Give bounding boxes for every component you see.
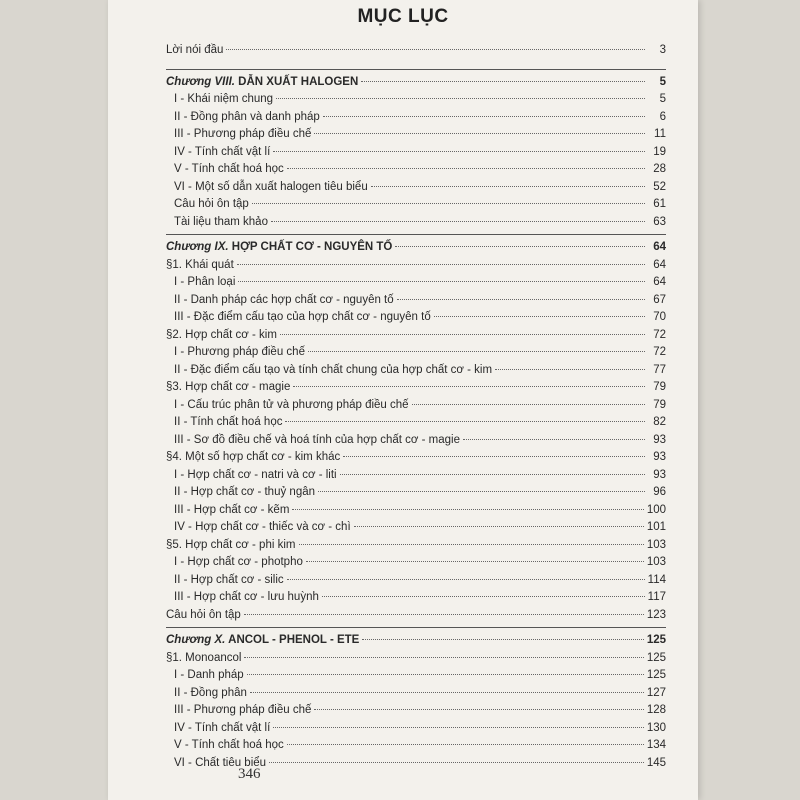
dot-leader [226, 49, 645, 50]
toc-entry-row [166, 589, 666, 607]
toc-entry-row [166, 42, 666, 60]
toc-entry-row [166, 720, 666, 738]
dot-leader [412, 404, 645, 405]
toc-page-number: 93 [653, 433, 666, 446]
dot-leader [463, 439, 645, 440]
toc-entry-row [166, 607, 666, 625]
toc-entry-row [166, 502, 666, 520]
toc-page-number: 11 [654, 128, 666, 140]
toc-label: V - Tính chất hoá học [174, 739, 284, 751]
toc-entry-row [166, 554, 666, 572]
toc-page-number: 101 [646, 521, 666, 533]
toc-page-number: 93 [653, 468, 666, 481]
toc-page-number: 67 [653, 293, 666, 306]
toc-entry-row [166, 737, 666, 755]
toc-entry-row [166, 685, 666, 703]
toc-label: III - Đặc điểm cấu tạo của hợp chất cơ - nguyên tố [174, 311, 431, 323]
toc-label: II - Tính chất hoá học [174, 416, 283, 428]
toc-label: VI - Chất tiêu biểu [174, 756, 267, 769]
dot-leader [244, 657, 643, 658]
toc-label: IV - Tính chất vật lí [174, 145, 271, 158]
toc-entry-row [166, 126, 666, 144]
toc-page-number: 28 [653, 163, 666, 175]
toc-page-number: 134 [646, 739, 666, 751]
dot-leader [322, 596, 645, 597]
toc-label: V - Tính chất hoá học [174, 163, 284, 175]
toc-label: III - Phương pháp điều chế [174, 704, 312, 716]
toc-page-number: 125 [646, 651, 666, 664]
toc-entry-row [166, 161, 666, 179]
toc-entry-row [166, 449, 666, 467]
dot-leader [495, 369, 645, 370]
toc-entry-row [166, 196, 666, 214]
dot-leader [269, 762, 644, 763]
dot-leader [314, 133, 645, 134]
toc-label [166, 74, 358, 92]
toc-label: II - Đặc điểm cấu tạo và tính chất chung của hợp chất cơ - kim [174, 363, 493, 376]
dot-leader [306, 561, 644, 562]
toc-page-number: 100 [646, 503, 666, 516]
dot-leader [354, 526, 644, 527]
toc-label [166, 239, 392, 257]
toc-label: II - Hợp chất cơ - silic [174, 573, 284, 586]
dot-leader [238, 281, 645, 282]
toc-page-number: 125 [646, 669, 666, 681]
toc-entry-row [166, 214, 666, 232]
book-page [108, 0, 698, 800]
toc-page-number: 96 [653, 486, 666, 498]
toc-chapter-row [166, 239, 666, 257]
table-of-contents [166, 42, 666, 772]
dot-leader [314, 709, 643, 710]
dot-leader [340, 474, 645, 475]
toc-label: Câu hỏi ôn tập [174, 198, 249, 210]
toc-page-number: 64 [653, 241, 666, 253]
dot-leader [395, 246, 645, 247]
dot-leader [287, 744, 644, 745]
page-title: MỤC LỤC [357, 6, 449, 27]
toc-entry-row [166, 414, 666, 432]
toc-page-number: 77 [653, 363, 666, 376]
dot-leader [273, 727, 644, 728]
toc-entry-row [166, 144, 666, 162]
toc-entry-row [166, 292, 666, 310]
toc-page-number: 103 [646, 538, 666, 551]
toc-entry-row [166, 519, 666, 537]
dot-leader [293, 386, 645, 387]
toc-entry-row [166, 257, 666, 275]
toc-label: §5. Hợp chất cơ - phi kim [166, 538, 296, 551]
toc-page-number: 130 [646, 721, 666, 734]
toc-label: §1. Khái quát [166, 258, 234, 271]
toc-label: II - Đồng phân [174, 686, 247, 699]
toc-label: I - Phân loại [174, 276, 236, 288]
dot-leader [287, 168, 645, 169]
toc-page-number: 52 [653, 180, 666, 193]
dot-leader [285, 421, 645, 422]
dot-leader [292, 509, 643, 510]
toc-page-number: 64 [653, 258, 666, 271]
toc-page-number: 70 [653, 311, 666, 323]
toc-label: I - Khái niệm chung [174, 93, 274, 105]
toc-label: I - Hợp chất cơ - photpho [174, 556, 303, 568]
dot-leader [318, 491, 645, 492]
dot-leader [250, 692, 644, 693]
dot-leader [276, 98, 645, 99]
toc-label: I - Cấu trúc phân tử và phương pháp điều chế [174, 398, 409, 411]
dot-leader [362, 639, 643, 640]
toc-page-number: 145 [646, 756, 666, 769]
toc-entry-row [166, 432, 666, 450]
toc-label [166, 632, 359, 650]
toc-label: Câu hỏi ôn tập [166, 608, 241, 621]
toc-page-number: 125 [646, 634, 666, 646]
dot-leader [371, 186, 645, 187]
toc-label: §2. Hợp chất cơ - kim [166, 328, 277, 341]
toc-label: I - Danh pháp [174, 669, 244, 681]
toc-chapter-row [166, 632, 666, 650]
dot-leader [361, 81, 645, 82]
toc-entry-row [166, 397, 666, 415]
page-number: 346 [238, 766, 261, 782]
toc-entry-row [166, 379, 666, 397]
toc-entry-row [166, 650, 666, 668]
toc-label: III - Phương pháp điều chế [174, 128, 312, 140]
toc-entry-row [166, 467, 666, 485]
toc-page-number: 79 [653, 381, 666, 393]
toc-label: IV - Tính chất vật lí [174, 721, 271, 734]
toc-label: Lời nói đầu [166, 44, 224, 56]
chapter-title: HỢP CHẤT CƠ - NGUYÊN TỐ [228, 241, 393, 253]
dot-leader [299, 544, 644, 545]
toc-entry-row [166, 667, 666, 685]
toc-gap [166, 60, 666, 66]
dot-leader [434, 316, 645, 317]
toc-label: II - Danh pháp các hợp chất cơ - nguyên tố [174, 293, 394, 306]
chapter-divider [166, 627, 666, 628]
toc-label: III - Hợp chất cơ - lưu huỳnh [174, 591, 319, 603]
dot-leader [397, 299, 645, 300]
toc-page-number: 93 [653, 451, 666, 463]
chapter-title: ANCOL - PHENOL - ETE [225, 634, 360, 646]
toc-label: II - Đồng phân và danh pháp [174, 110, 320, 123]
toc-page-number: 114 [647, 573, 666, 586]
toc-label: III - Sơ đồ điều chế và hoá tính của hợp chất cơ - magie [174, 433, 461, 446]
dot-leader [271, 221, 645, 222]
toc-entry-row [166, 274, 666, 292]
toc-entry-row [166, 572, 666, 590]
toc-chapter-row [166, 74, 666, 92]
dot-leader [244, 614, 644, 615]
dot-leader [247, 674, 644, 675]
toc-label: Tài liệu tham khảo [174, 215, 268, 228]
toc-label: §1. Monoancol [166, 651, 242, 664]
dot-leader [343, 456, 645, 457]
toc-label: IV - Hợp chất cơ - thiếc và cơ - chì [174, 521, 351, 533]
toc-label: §4. Một số hợp chất cơ - kim khác [166, 451, 341, 463]
toc-label: I - Phương pháp điều chế [174, 346, 305, 358]
toc-label: §3. Hợp chất cơ - magie [166, 381, 291, 393]
chapter-prefix: Chương IX. [166, 241, 229, 253]
chapter-prefix: Chương VIII. [166, 75, 235, 88]
chapter-prefix: Chương X. [166, 634, 226, 646]
dot-leader [237, 264, 645, 265]
toc-label: I - Hợp chất cơ - natri và cơ - liti [174, 468, 337, 481]
dot-leader [323, 116, 645, 117]
chapter-divider [166, 69, 666, 70]
dot-leader [273, 151, 645, 152]
toc-page-number: 61 [653, 198, 666, 210]
toc-page-number: 72 [653, 346, 666, 358]
toc-label: III - Hợp chất cơ - kẽm [174, 503, 290, 516]
toc-page-number: 64 [653, 276, 666, 288]
chapter-divider [166, 234, 666, 235]
toc-page-number: 19 [653, 145, 666, 158]
toc-entry-row [166, 484, 666, 502]
toc-entry-row [166, 537, 666, 555]
toc-page-number: 5 [659, 75, 666, 88]
dot-leader [287, 579, 645, 580]
dot-leader [252, 203, 645, 204]
toc-page-number: 103 [646, 556, 666, 568]
toc-page-number: 79 [653, 398, 666, 411]
toc-page-number: 117 [647, 591, 666, 603]
toc-entry-row [166, 362, 666, 380]
toc-page-number: 63 [653, 215, 666, 228]
toc-entry-row [166, 309, 666, 327]
toc-page-number: 123 [646, 608, 666, 621]
toc-page-number: 72 [653, 328, 666, 341]
toc-page-number: 128 [646, 704, 666, 716]
toc-page-number: 6 [659, 110, 666, 123]
dot-leader [308, 351, 645, 352]
dot-leader [280, 334, 645, 335]
toc-page-number: 5 [659, 93, 666, 105]
toc-entry-row [166, 109, 666, 127]
toc-page-number: 127 [646, 686, 666, 699]
toc-page-number: 82 [653, 416, 666, 428]
toc-label: II - Hợp chất cơ - thuỷ ngân [174, 486, 316, 498]
toc-label: VI - Một số dẫn xuất halogen tiêu biểu [174, 180, 368, 193]
toc-entry-row [166, 344, 666, 362]
chapter-title: DẪN XUẤT HALOGEN [234, 75, 359, 88]
toc-entry-row [166, 179, 666, 197]
toc-entry-row [166, 91, 666, 109]
toc-entry-row [166, 702, 666, 720]
toc-page-number: 3 [659, 44, 666, 56]
toc-entry-row [166, 327, 666, 345]
